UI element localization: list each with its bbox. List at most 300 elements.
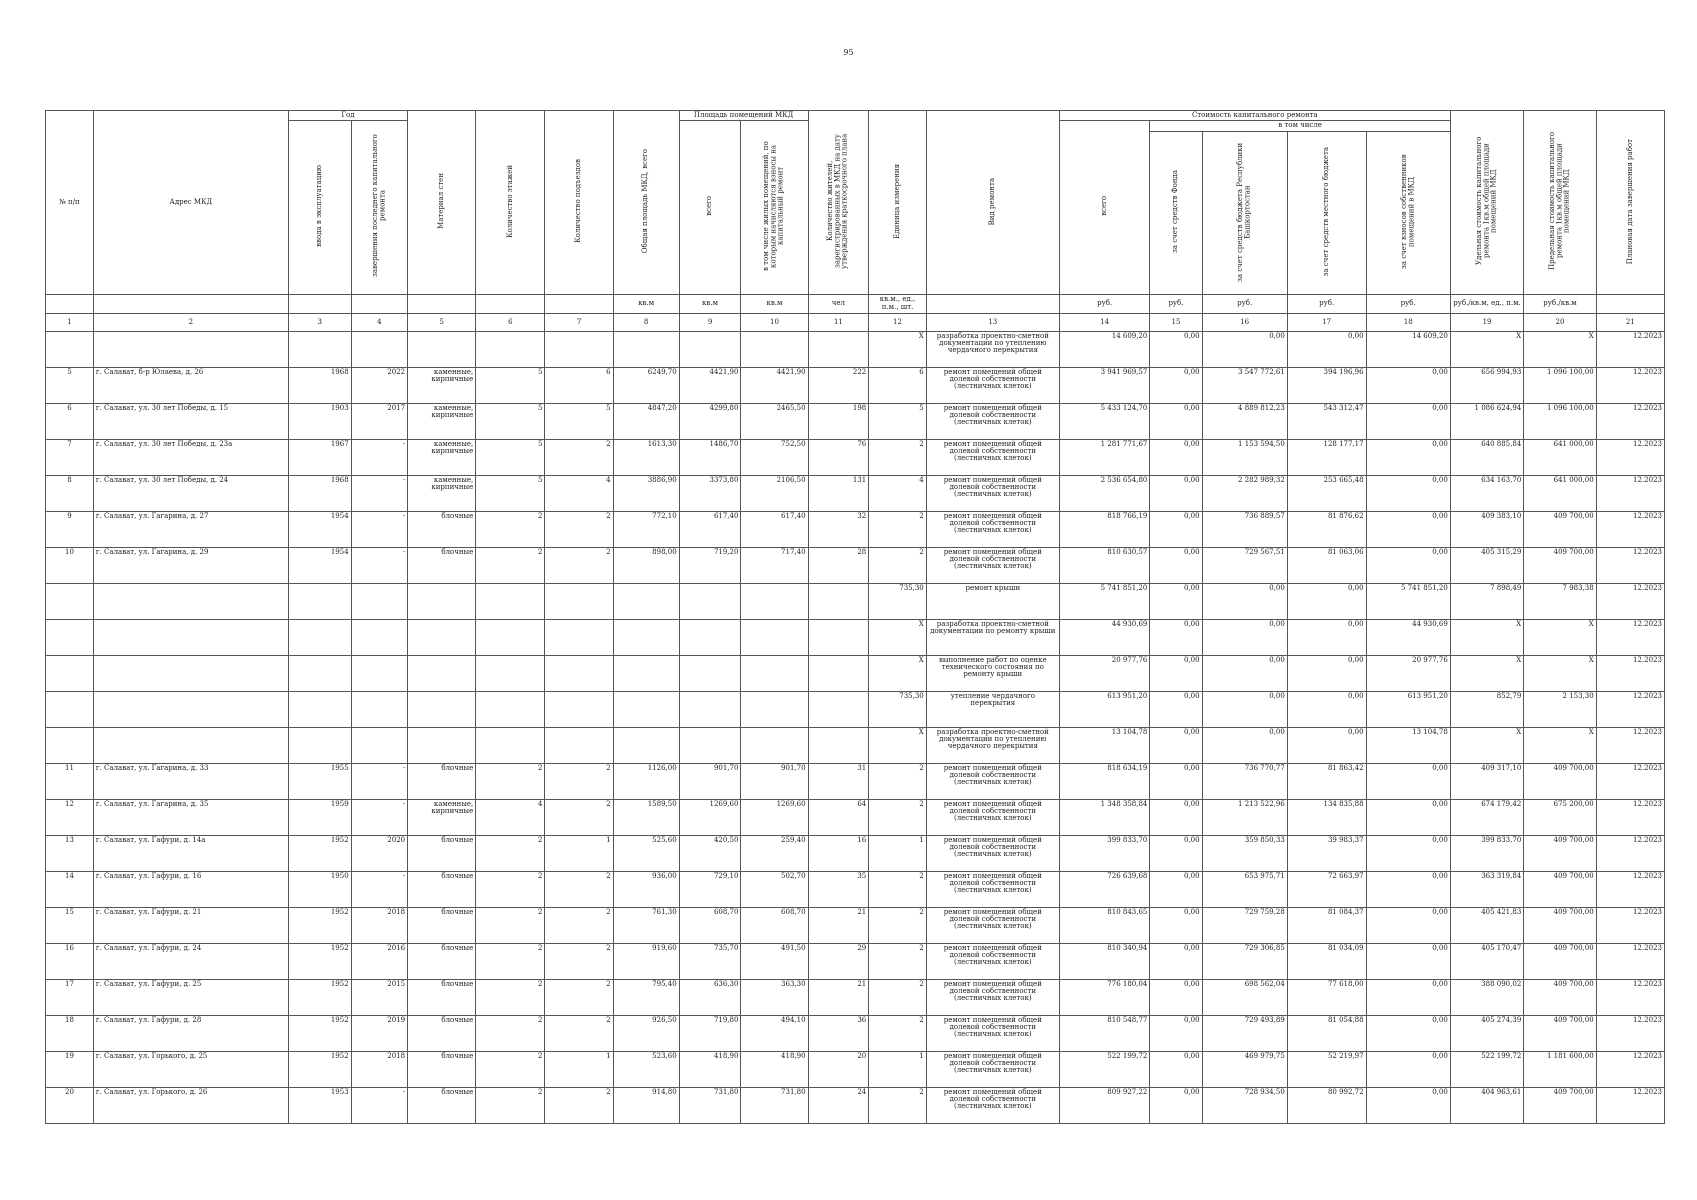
capital-repair-table [45,110,1665,1124]
cell-fund: 0,00 [1150,907,1202,943]
cell-fund: 0,00 [1150,331,1202,367]
cell-spec: X [1450,655,1523,691]
cell-a_inc: 2106,50 [741,475,808,511]
header-republic: за счет средств бюджета Республики Башкортостан [1202,131,1287,294]
cell-a_inc: 1269,60 [741,799,808,835]
cell-fl: 5 [476,367,545,403]
cell-lim: 7 983,38 [1524,583,1596,619]
cell-spec: 405 315,29 [1450,547,1523,583]
cell-rb: 4 889 812,23 [1202,403,1287,439]
cell-a_tot: 617,40 [679,511,741,547]
unit-cell: кв.м [613,294,679,313]
cell-rb: 0,00 [1202,331,1287,367]
cell-unit: 1 [869,835,927,871]
cell-address: г. Салават, ул. Гагарина, д. 35 [93,799,288,835]
cell-y2: - [351,475,407,511]
cell-y1 [288,331,351,367]
cell-unit: 2 [869,871,927,907]
cell-y1 [288,655,351,691]
cell-y1 [288,691,351,727]
cell-fund: 0,00 [1150,1087,1202,1123]
cell-fl [476,655,545,691]
cell-y2 [351,619,407,655]
cell-address: г. Салават, ул. Горького, д. 25 [93,1051,288,1087]
cell-spec: 409 317,10 [1450,763,1523,799]
cell-rb: 2 282 989,32 [1202,475,1287,511]
header-year: Год [288,111,407,121]
cell-res: 21 [808,979,869,1015]
cell-fl [476,583,545,619]
cell-mb: 52 219,97 [1287,1051,1366,1087]
cell-no: 5 [46,367,94,403]
cell-unit: 2 [869,763,927,799]
cell-a_tot: 719,20 [679,547,741,583]
cell-fund: 0,00 [1150,979,1202,1015]
cell-fl: 5 [476,439,545,475]
cell-cost: 399 833,70 [1059,835,1150,871]
cell-cost: 810 843,65 [1059,907,1150,943]
cell-a_tot [679,619,741,655]
header-residents: Количество жителей, зарегистрированных в МКД на дату утверждения краткосрочного плана [808,111,869,295]
header-floors: Количество этажей [476,111,545,295]
cell-y1: 1903 [288,403,351,439]
cell-spec: 363 319,84 [1450,871,1523,907]
cell-a_tot [679,331,741,367]
cell-area: 4847,20 [613,403,679,439]
cell-mb: 394 196,96 [1287,367,1366,403]
column-number-cell: 11 [808,313,869,331]
cell-cost: 5 741 851,20 [1059,583,1150,619]
cell-a_inc [741,691,808,727]
cell-y2: 2020 [351,835,407,871]
cell-fl [476,691,545,727]
cell-mb: 81 084,37 [1287,907,1366,943]
cell-mat: каменные, кирпичные [408,799,476,835]
cell-ent: 2 [545,943,613,979]
cell-own: 13 104,78 [1366,727,1450,763]
cell-no: 12 [46,799,94,835]
cell-address: г. Салават, ул. Гафури, д. 21 [93,907,288,943]
cell-rb: 469 979,75 [1202,1051,1287,1087]
cell-area: 3886,90 [613,475,679,511]
cell-mb: 81 876,62 [1287,511,1366,547]
cell-fl [476,331,545,367]
cell-a_inc: 752,50 [741,439,808,475]
cell-work: ремонт помещений общей долевой собственности (лестничных клеток) [926,763,1059,799]
cell-address: г. Салават, ул. Гагарина, д. 33 [93,763,288,799]
cell-mat [408,655,476,691]
cell-ent: 2 [545,907,613,943]
cell-date: 12.2023 [1596,619,1664,655]
cell-rb: 698 562,04 [1202,979,1287,1015]
cell-address [93,619,288,655]
unit-cell [408,294,476,313]
cell-date: 12.2023 [1596,727,1664,763]
cell-fund: 0,00 [1150,367,1202,403]
cell-lim: 1 181 600,00 [1524,1051,1596,1087]
cell-date: 12.2023 [1596,547,1664,583]
cell-mat: блочные [408,547,476,583]
cell-area [613,583,679,619]
header-owners: за счет взносов собственников помещений в МКД [1366,131,1450,294]
cell-y2 [351,691,407,727]
cell-unit: 4 [869,475,927,511]
cell-ent: 2 [545,1087,613,1123]
unit-cell [476,294,545,313]
cell-mat: блочные [408,1051,476,1087]
cell-work: ремонт помещений общей долевой собственности (лестничных клеток) [926,403,1059,439]
cell-address [93,583,288,619]
cell-y1: 1952 [288,1051,351,1087]
cell-own: 0,00 [1366,835,1450,871]
cell-area [613,619,679,655]
cell-rb: 3 547 772,61 [1202,367,1287,403]
unit-cell: кв.м., ед., п.м., шт. [869,294,927,313]
cell-date: 12.2023 [1596,1051,1664,1087]
cell-no: 11 [46,763,94,799]
cell-y2 [351,655,407,691]
cell-mb: 39 983,37 [1287,835,1366,871]
cell-address: г. Салават, б-р Юлаева, д. 26 [93,367,288,403]
cell-work: ремонт помещений общей долевой собственности (лестничных клеток) [926,475,1059,511]
unit-cell: руб. [1059,294,1150,313]
cell-own: 0,00 [1366,979,1450,1015]
cell-a_inc [741,583,808,619]
cell-a_inc: 363,30 [741,979,808,1015]
cell-a_tot: 3373,80 [679,475,741,511]
cell-a_tot [679,655,741,691]
column-number-cell: 12 [869,313,927,331]
cell-spec: X [1450,727,1523,763]
cell-res: 198 [808,403,869,439]
cell-mat [408,619,476,655]
cell-res: 36 [808,1015,869,1051]
units-row [46,294,1665,313]
cell-y2: - [351,799,407,835]
cell-res: 29 [808,943,869,979]
cell-y2: 2018 [351,907,407,943]
cell-a_inc: 717,40 [741,547,808,583]
cell-own: 0,00 [1366,403,1450,439]
cell-no: 8 [46,475,94,511]
cell-a_inc [741,619,808,655]
unit-cell [46,294,94,313]
cell-mb: 0,00 [1287,727,1366,763]
cell-fl: 2 [476,1051,545,1087]
header-cost-total: всего [1059,121,1150,294]
cell-y1: 1950 [288,871,351,907]
cell-date: 12.2023 [1596,511,1664,547]
cell-res: 20 [808,1051,869,1087]
cell-fund: 0,00 [1150,403,1202,439]
cell-a_tot: 729,10 [679,871,741,907]
cell-y2: 2019 [351,1015,407,1051]
cell-work: разработка проектно-сметной документации по утеплению чердачного перекрытия [926,727,1059,763]
cell-date: 12.2023 [1596,799,1664,835]
cell-mb: 77 618,00 [1287,979,1366,1015]
cell-no [46,655,94,691]
cell-lim: 1 096 100,00 [1524,403,1596,439]
cell-lim: 409 700,00 [1524,871,1596,907]
cell-y2: - [351,1087,407,1123]
cell-rb: 736 889,57 [1202,511,1287,547]
cell-date: 12.2023 [1596,763,1664,799]
cell-mat: блочные [408,511,476,547]
cell-address [93,331,288,367]
cell-a_inc: 608,70 [741,907,808,943]
cell-a_tot: 1269,60 [679,799,741,835]
cell-ent [545,583,613,619]
header-year-last-repair: завершения последнего капитального ремонта [351,121,407,294]
cell-own: 0,00 [1366,475,1450,511]
cell-fl: 2 [476,1015,545,1051]
cell-work: ремонт помещений общей долевой собственности (лестничных клеток) [926,979,1059,1015]
cell-fl: 5 [476,475,545,511]
table-row [46,403,1665,439]
header-work-type: Вид ремонта [926,111,1059,295]
cell-rb: 736 770,77 [1202,763,1287,799]
cell-cost: 3 941 969,57 [1059,367,1150,403]
cell-mb: 253 665,48 [1287,475,1366,511]
cell-lim: X [1524,331,1596,367]
cell-address: г. Салават, ул. 30 лет Победы, д. 15 [93,403,288,439]
cell-res: 24 [808,1087,869,1123]
table-row [46,331,1665,367]
cell-lim: 675 200,00 [1524,799,1596,835]
cell-date: 12.2023 [1596,403,1664,439]
cell-no [46,727,94,763]
cell-lim: 641 000,00 [1524,475,1596,511]
cell-area: 6249,70 [613,367,679,403]
cell-area: 919,60 [613,943,679,979]
cell-date: 12.2023 [1596,475,1664,511]
cell-area [613,655,679,691]
cell-area: 523,60 [613,1051,679,1087]
cell-unit: 2 [869,439,927,475]
cell-lim: 2 153,30 [1524,691,1596,727]
cell-unit: X [869,331,927,367]
table-row [46,475,1665,511]
cell-rb: 359 850,33 [1202,835,1287,871]
header-year-commissioning: ввода в эксплуатацию [288,121,351,294]
header-fund: за счет средств Фонда [1150,131,1202,294]
cell-mat: блочные [408,943,476,979]
cell-rb: 0,00 [1202,619,1287,655]
cell-spec: 388 090,02 [1450,979,1523,1015]
cell-fl: 5 [476,403,545,439]
cell-spec: 640 885,84 [1450,439,1523,475]
cell-y1: 1955 [288,763,351,799]
cell-date: 12.2023 [1596,835,1664,871]
cell-mat [408,583,476,619]
column-number-cell: 19 [1450,313,1523,331]
cell-cost: 14 609,20 [1059,331,1150,367]
header-local: за счет средств местного бюджета [1287,131,1366,294]
unit-cell [926,294,1059,313]
cell-fl: 2 [476,943,545,979]
cell-y2 [351,727,407,763]
cell-unit: 2 [869,943,927,979]
cell-res: 131 [808,475,869,511]
page-number: 95 [843,48,854,57]
cell-res: 31 [808,763,869,799]
cell-work: ремонт помещений общей долевой собственности (лестничных клеток) [926,511,1059,547]
cell-cost: 1 281 771,67 [1059,439,1150,475]
cell-y1 [288,619,351,655]
cell-address: г. Салават, ул. Гафури, д. 16 [93,871,288,907]
cell-y1: 1952 [288,943,351,979]
cell-fund: 0,00 [1150,799,1202,835]
cell-y1: 1968 [288,475,351,511]
cell-mat: блочные [408,763,476,799]
cell-cost: 44 930,69 [1059,619,1150,655]
cell-res: 16 [808,835,869,871]
cell-cost: 810 340,94 [1059,943,1150,979]
cell-own: 0,00 [1366,1015,1450,1051]
cell-work: ремонт помещений общей долевой собственности (лестничных клеток) [926,547,1059,583]
cell-y2: - [351,439,407,475]
cell-fund: 0,00 [1150,871,1202,907]
header-specific-cost: Удельная стоимость капитального ремонта 1кв.м общей площади помещений МКД [1450,111,1523,295]
unit-cell: руб. [1287,294,1366,313]
cell-spec: 399 833,70 [1450,835,1523,871]
cell-y2: 2016 [351,943,407,979]
cell-lim: 409 700,00 [1524,511,1596,547]
table-row [46,367,1665,403]
cell-rb: 729 759,28 [1202,907,1287,943]
cell-res: 32 [808,511,869,547]
cell-spec: 405 274,39 [1450,1015,1523,1051]
cell-a_inc: 2465,50 [741,403,808,439]
cell-area: 1613,30 [613,439,679,475]
cell-unit: X [869,655,927,691]
cell-y1: 1952 [288,979,351,1015]
cell-area [613,691,679,727]
cell-spec: 7 898,49 [1450,583,1523,619]
table-row [46,547,1665,583]
cell-a_inc: 901,70 [741,763,808,799]
table-row [46,439,1665,475]
cell-ent: 2 [545,1015,613,1051]
cell-no: 13 [46,835,94,871]
cell-address [93,655,288,691]
cell-no: 9 [46,511,94,547]
cell-y1: 1954 [288,547,351,583]
cell-fund: 0,00 [1150,583,1202,619]
cell-spec: 674 179,42 [1450,799,1523,835]
cell-a_inc [741,331,808,367]
header-planned-date: Плановая дата завершения работ [1596,111,1664,295]
cell-lim: 409 700,00 [1524,979,1596,1015]
cell-y1 [288,583,351,619]
unit-cell: руб./кв.м [1524,294,1596,313]
cell-lim: 409 700,00 [1524,1015,1596,1051]
cell-a_tot: 901,70 [679,763,741,799]
cell-fl: 2 [476,547,545,583]
cell-mb: 0,00 [1287,691,1366,727]
cell-mat: блочные [408,871,476,907]
cell-fund: 0,00 [1150,547,1202,583]
cell-cost: 13 104,78 [1059,727,1150,763]
cell-fl: 2 [476,871,545,907]
table-row [46,907,1665,943]
cell-unit: 2 [869,799,927,835]
cell-lim: 1 096 100,00 [1524,367,1596,403]
cell-unit: 2 [869,547,927,583]
cell-res [808,655,869,691]
cell-work: ремонт помещений общей долевой собственности (лестничных клеток) [926,871,1059,907]
cell-ent: 5 [545,403,613,439]
cell-a_inc: 731,80 [741,1087,808,1123]
cell-date: 12.2023 [1596,331,1664,367]
cell-rb: 729 567,51 [1202,547,1287,583]
unit-cell [545,294,613,313]
cell-ent [545,619,613,655]
cell-rb: 653 975,71 [1202,871,1287,907]
cell-area: 525,60 [613,835,679,871]
cell-own: 0,00 [1366,1051,1450,1087]
cell-area: 926,50 [613,1015,679,1051]
cell-spec: X [1450,619,1523,655]
cell-date: 12.2023 [1596,691,1664,727]
cell-unit: 6 [869,367,927,403]
cell-cost: 1 348 358,84 [1059,799,1150,835]
cell-fl: 2 [476,907,545,943]
cell-a_tot: 418,90 [679,1051,741,1087]
cell-a_inc: 491,50 [741,943,808,979]
cell-a_tot: 719,80 [679,1015,741,1051]
cell-work: утепление чердачного перекрытия [926,691,1059,727]
cell-date: 12.2023 [1596,871,1664,907]
table-row [46,655,1665,691]
cell-mat [408,691,476,727]
column-number-cell: 18 [1366,313,1450,331]
cell-lim: 409 700,00 [1524,943,1596,979]
cell-fl: 2 [476,1087,545,1123]
cell-fl: 2 [476,979,545,1015]
cell-unit: 2 [869,1087,927,1123]
cell-rb: 0,00 [1202,727,1287,763]
cell-cost: 776 180,04 [1059,979,1150,1015]
cell-area [613,727,679,763]
cell-unit: 1 [869,1051,927,1087]
cell-address: г. Салават, ул. Гафури, д. 14а [93,835,288,871]
cell-rb: 1 213 522,96 [1202,799,1287,835]
cell-mb: 0,00 [1287,619,1366,655]
cell-work: ремонт помещений общей долевой собственности (лестничных клеток) [926,835,1059,871]
cell-mat: каменные, кирпичные [408,367,476,403]
cell-own: 44 930,69 [1366,619,1450,655]
cell-area: 1589,50 [613,799,679,835]
cell-cost: 818 766,19 [1059,511,1150,547]
cell-no [46,331,94,367]
cell-cost: 810 630,57 [1059,547,1150,583]
header-limit-cost: Предельная стоимость капитального ремонта 1кв.м общей площади помещений МКД [1524,111,1596,295]
cell-unit: 2 [869,907,927,943]
cell-fund: 0,00 [1150,763,1202,799]
cell-area: 761,30 [613,907,679,943]
cell-own: 0,00 [1366,511,1450,547]
cell-y2 [351,583,407,619]
unit-cell: кв.м [741,294,808,313]
cell-y1 [288,727,351,763]
column-number-cell: 3 [288,313,351,331]
cell-res: 76 [808,439,869,475]
cell-a_inc: 617,40 [741,511,808,547]
header-incl: в том числе [1150,121,1450,131]
cell-no: 7 [46,439,94,475]
cell-address: г. Салават, ул. Гафури, д. 24 [93,943,288,979]
